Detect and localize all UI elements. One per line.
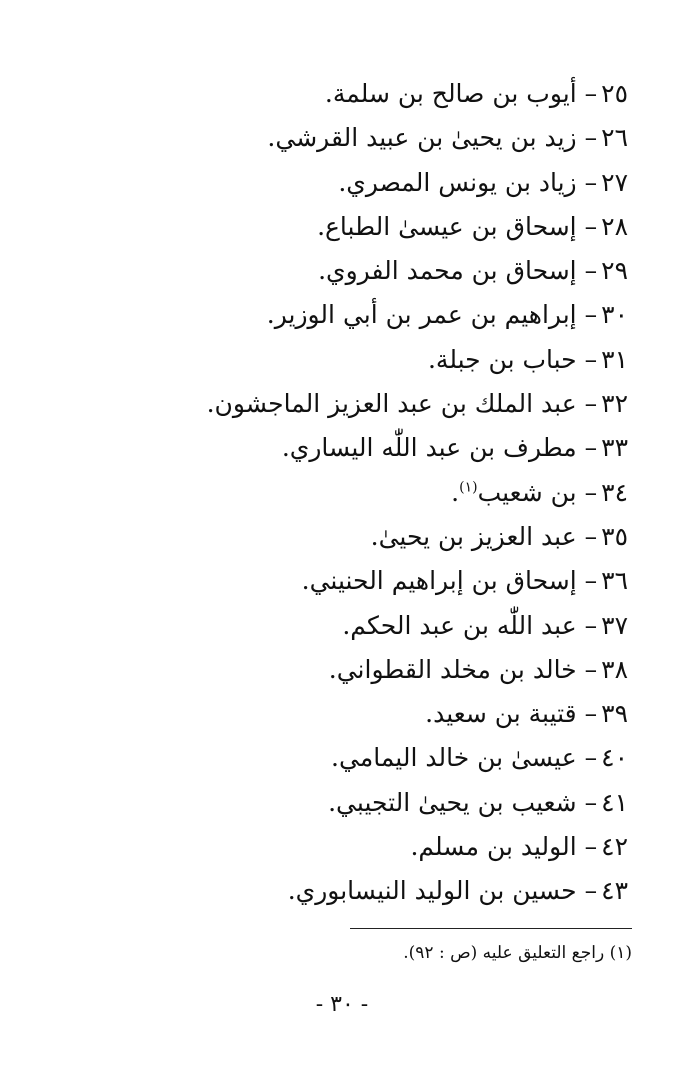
- entry-text: عبد الملك بن عبد العزيز الماجشون.: [206, 389, 577, 419]
- entry-number: ٢٦: [601, 123, 628, 153]
- entry-number: ٣٨: [601, 654, 628, 684]
- footnote-reference: (١): [459, 479, 478, 496]
- entry-dash: –: [584, 389, 598, 419]
- entry-number: ٢٨: [601, 211, 628, 241]
- list-item: [68, 781, 628, 825]
- entry-text: بن شعيب: [477, 477, 577, 507]
- entry-dash: –: [584, 521, 598, 551]
- entry-dash: –: [584, 433, 598, 463]
- list-item: [68, 249, 628, 293]
- entry-punctuation: .: [451, 477, 460, 507]
- entry-dash: –: [584, 566, 598, 596]
- entry-dash: –: [584, 167, 598, 197]
- list-item: [68, 648, 628, 692]
- entry-number: ٣٠: [601, 300, 628, 330]
- entry-dash: –: [584, 610, 598, 640]
- list-item: [68, 72, 628, 116]
- entry-text: إسحاق بن محمد الفروي.: [318, 256, 577, 286]
- entry-number: ٣٣: [601, 433, 628, 463]
- entry-number: ٣٤: [601, 477, 628, 507]
- entry-text: حسين بن الوليد النيسابوري.: [287, 876, 577, 906]
- entry-dash: –: [584, 344, 598, 374]
- entry-number: ٤٢: [601, 832, 628, 862]
- entry-text: عيسىٰ بن خالد اليمامي.: [331, 743, 577, 773]
- entry-number: ٣٥: [601, 521, 628, 551]
- entry-number: ٣٧: [601, 610, 628, 640]
- list-item: [68, 515, 628, 559]
- entry-text: الوليد بن مسلم.: [410, 832, 577, 862]
- entry-number: ٣٢: [601, 389, 628, 419]
- entry-text: خالد بن مخلد القطواني.: [328, 654, 577, 684]
- list-item: [68, 736, 628, 780]
- entry-text: إسحاق بن إبراهيم الحنيني.: [301, 566, 577, 596]
- entry-number: ٣١: [601, 344, 628, 374]
- entry-text: زيد بن يحيىٰ بن عبيد القرشي.: [267, 123, 577, 153]
- entry-text: قتيبة بن سعيد.: [425, 699, 577, 729]
- list-item: [68, 205, 628, 249]
- entry-text: إبراهيم بن عمر بن أبي الوزير.: [266, 300, 577, 330]
- list-item: [68, 471, 628, 515]
- entry-text: مطرف بن عبد اللّٰه اليساري.: [281, 433, 577, 463]
- entry-dash: –: [584, 211, 598, 241]
- entry-number: ٢٧: [601, 167, 628, 197]
- entry-dash: –: [584, 876, 598, 906]
- entry-text: زياد بن يونس المصري.: [338, 167, 577, 197]
- entry-number: ٤٣: [601, 876, 628, 906]
- entry-number: ٣٦: [601, 566, 628, 596]
- entry-number: ٢٩: [601, 256, 628, 286]
- list-item: [68, 161, 628, 205]
- entry-text: عبد اللّٰه بن عبد الحكم.: [342, 610, 577, 640]
- list-item: [68, 426, 628, 470]
- entry-dash: –: [584, 654, 598, 684]
- entry-dash: –: [584, 743, 598, 773]
- footnote-divider: [350, 928, 632, 929]
- entry-number: ٢٥: [601, 79, 628, 108]
- list-item: [68, 869, 628, 913]
- list-item: [68, 559, 628, 603]
- list-item: [68, 116, 628, 160]
- entry-text: عبد العزيز بن يحيىٰ.: [370, 521, 577, 551]
- entry-number: ٤١: [601, 787, 628, 817]
- list-item: [68, 604, 628, 648]
- narrator-list: [68, 72, 628, 914]
- entry-number: ٣٩: [601, 699, 628, 729]
- footnote-text: (١) راجع التعليق عليه (ص : ٩٢).: [403, 943, 632, 963]
- entry-dash: –: [584, 832, 598, 862]
- page-number: - ٣٠ -: [315, 992, 369, 1017]
- list-item: [68, 382, 628, 426]
- entry-dash: –: [584, 79, 598, 108]
- list-item: [68, 338, 628, 382]
- list-item: [68, 825, 628, 869]
- entry-number: ٤٠: [601, 743, 628, 773]
- list-item: [68, 293, 628, 337]
- entry-dash: –: [584, 256, 598, 286]
- list-item: [68, 692, 628, 736]
- entry-dash: –: [584, 477, 598, 507]
- entry-dash: –: [584, 699, 598, 729]
- entry-text: حباب بن جبلة.: [427, 344, 577, 374]
- entry-dash: –: [584, 300, 598, 330]
- entry-text: أيوب بن صالح بن سلمة.: [324, 79, 577, 108]
- entry-dash: –: [584, 123, 598, 153]
- entry-text: إسحاق بن عيسىٰ الطباع.: [317, 211, 577, 241]
- entry-dash: –: [584, 787, 598, 817]
- entry-text: شعيب بن يحيىٰ التجيبي.: [328, 787, 577, 817]
